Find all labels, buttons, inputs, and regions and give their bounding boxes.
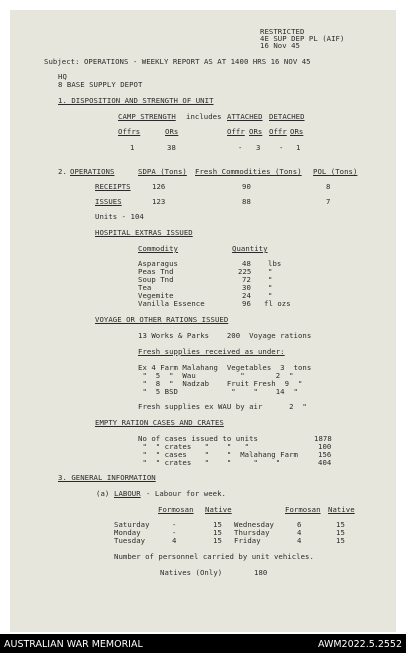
hospital-item-qty: 72 [242,275,251,284]
hospital-item-unit: " [268,283,273,292]
col-native: Native [205,505,232,514]
fresh-supply-line: " 8 " Nadzab Fruit Fresh 9 " [138,379,303,388]
col-det-offr: Offr [269,127,287,136]
section-3-heading: 3. GENERAL INFORMATION [58,473,156,482]
includes-label: includes [186,112,222,121]
hospital-item-name: Soup Tnd [138,275,174,284]
labour-formosan: 6 [297,520,302,529]
labour-native: 15 [213,536,222,545]
value-ors: 38 [167,143,176,152]
issues-pol: 7 [326,197,331,206]
labour-day: Saturday [114,520,150,529]
natives-label: Natives (Only) [160,568,223,577]
labour-day: Wednesday [234,520,274,529]
empty-cases-value: 100 [318,442,332,451]
commodity-col: Commodity [138,244,178,253]
labour-native: 15 [213,520,222,529]
hospital-item-name: Peas Tnd [138,267,174,276]
labour-day: Thursday [234,528,270,537]
empty-cases-heading: EMPTY RATION CASES AND CRATES [95,418,224,427]
empty-cases-line: " " crates " " " [138,442,250,451]
hospital-item-name: Vegemite [138,291,174,300]
labour-label: LABOUR [114,489,141,498]
value-det-offr: - [279,143,284,152]
empty-cases-value: 156 [318,450,332,459]
labour-formosan: - [172,528,177,537]
labour-description: - Labour for week. [146,489,226,498]
value-att-offr: - [238,143,243,152]
col-ors: ORs [165,127,179,136]
hospital-item-unit: " [268,267,273,276]
labour-formosan: - [172,520,177,529]
hospital-item-unit: lbs [268,259,282,268]
camp-strength-label: CAMP STRENGTH [118,112,176,121]
natives-value: 180 [254,568,268,577]
col-sdpa: SDPA (Tons) [138,167,187,176]
hospital-item-qty: 225 [238,267,252,276]
fresh-supplies-heading: Fresh supplies received as under: [138,347,285,356]
col-offrs: Offrs [118,127,141,136]
col-native-2: Native [328,505,355,514]
subject-line: Subject: OPERATIONS - WEEKLY REPORT AS AT 1400 HRS 16 NOV 45 [44,57,311,66]
units-count: Units - 104 [95,212,144,221]
hospital-item-qty: 30 [242,283,251,292]
detached-label: DETACHED [269,112,305,121]
labour-formosan: 4 [297,536,302,545]
labour-formosan: 4 [297,528,302,537]
col-formosan: Formosan [158,505,194,514]
hospital-extras-heading: HOSPITAL EXTRAS ISSUED [95,228,193,237]
col-fresh: Fresh Commodities (Tons) [195,167,302,176]
archive-name: AUSTRALIAN WAR MEMORIAL [4,639,143,650]
col-det-ors: ORs [290,127,304,136]
labour-day: Tuesday [114,536,146,545]
document-page [10,10,396,632]
value-det-ors: 1 [296,143,301,152]
labour-native: 15 [336,520,345,529]
fresh-supply-wau: Fresh supplies ex WAU by air 2 " [138,402,307,411]
hospital-item-name: Tea [138,283,152,292]
hospital-item-qty: 24 [242,291,251,300]
addressee-depot: 8 BASE SUPPLY DEPOT [58,80,143,89]
hospital-item-name: Asparagus [138,259,178,268]
personnel-note: Number of personnel carried by unit vehicles. [114,552,314,561]
empty-cases-line: " " crates " " " " [138,458,281,467]
fresh-supply-line: " 5 BSD " " 14 " [138,387,298,396]
empty-cases-value: 1878 [314,434,332,443]
col-formosan-2: Formosan [285,505,321,514]
hospital-item-qty: 48 [242,259,251,268]
section-2-heading: OPERATIONS [70,167,115,176]
classification-mark: RESTRICTED [260,27,305,36]
empty-cases-value: 404 [318,458,332,467]
col-pol: POL (Tons) [313,167,358,176]
unit-designation: 4E SUP DEP PL (AIF) [260,34,345,43]
issues-sdpa: 123 [152,197,166,206]
col-att-offr: Offr [227,127,245,136]
labour-day: Monday [114,528,141,537]
receipts-fresh: 90 [242,182,251,191]
issues-fresh: 88 [242,197,251,206]
labour-day: Friday [234,536,261,545]
value-offrs: 1 [130,143,135,152]
report-date: 16 Nov 45 [260,41,300,50]
col-att-ors: ORs [249,127,263,136]
archive-reference: AWM2022.5.2552 [317,639,402,650]
fresh-supply-line: Ex 4 Farm Malahang Vegetables 3 tons [138,363,312,372]
hospital-item-unit: " [268,291,273,300]
empty-cases-line: No of cases issued to units [138,434,258,443]
attached-label: ATTACHED [227,112,263,121]
labour-native: 15 [213,528,222,537]
hospital-item-unit: fl ozs [264,299,291,308]
value-att-ors: 3 [256,143,261,152]
quantity-col: Quantity [232,244,268,253]
receipts-pol: 8 [326,182,331,191]
hospital-item-unit: " [268,275,273,284]
hospital-item-name: Vanilla Essence [138,299,205,308]
receipts-sdpa: 126 [152,182,166,191]
labour-native: 15 [336,536,345,545]
labour-formosan: 4 [172,536,177,545]
issues-label: ISSUES [95,197,122,206]
labour-native: 15 [336,528,345,537]
hospital-item-qty: 96 [242,299,251,308]
section-2-number: 2. [58,167,67,176]
empty-cases-line: " " cases " " Malahang Farm [138,450,298,459]
archive-footer [0,634,406,653]
fresh-supply-line: " 5 " Wau " 2 " [138,371,294,380]
receipts-label: RECEIPTS [95,182,131,191]
addressee-hq: HQ [58,72,67,81]
voyage-rations-heading: VOYAGE OR OTHER RATIONS ISSUED [95,315,229,324]
section-1-heading: 1. DISPOSITION AND STRENGTH OF UNIT [58,96,214,105]
labour-prefix: (a) [96,489,110,498]
voyage-rations-line: 13 Works & Parks 200 Voyage rations [138,331,312,340]
